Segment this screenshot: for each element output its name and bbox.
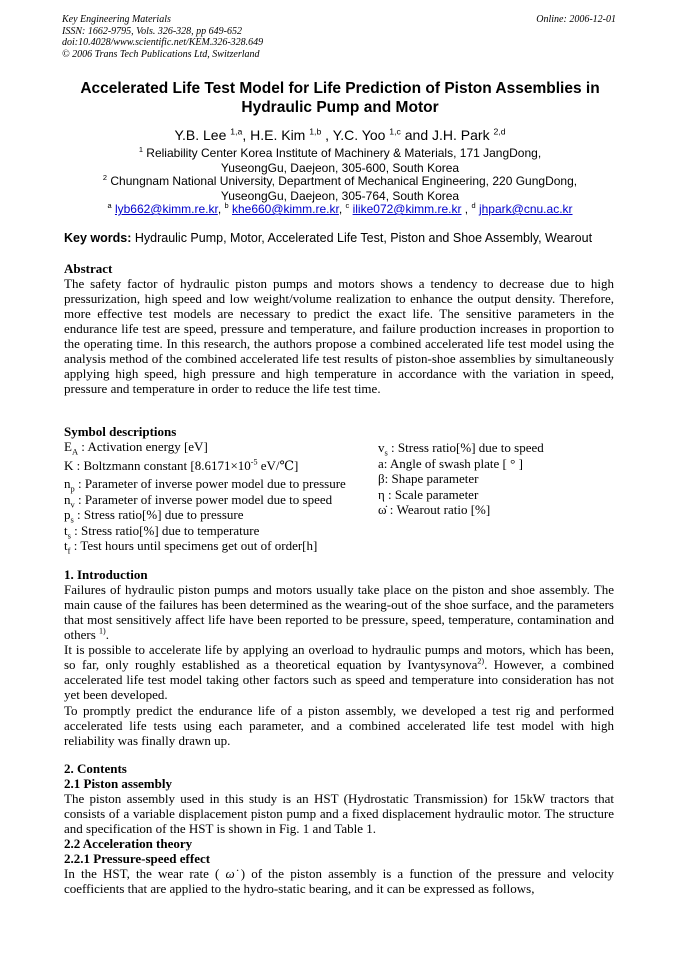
acceleration-theory-heading: 2.2 Acceleration theory [64,836,193,851]
symbol-ts: $t_s$ : Stress ratio[%] due to temperature [64,522,260,541]
symbol-eta: η : Scale parameter [378,486,479,502]
symbol-vs: $v_s$ : Stress ratio[%] due to speed [378,440,544,458]
email-c-marker: c [345,201,350,210]
online-date: Online: 2006-12-01 [536,14,616,25]
symbol-tf: $t_f$ : Test hours until specimens get out of order[h] [64,538,318,556]
author-yoo-affil: 1,c [389,126,401,137]
email-link-yoo[interactable]: ilike072@kimm.re.kr [352,202,462,216]
journal-header [62,14,618,60]
author-park: and J.H. Park [400,127,494,143]
symbol-heading: Symbol descriptions [64,424,177,439]
keywords [64,231,620,246]
introduction-heading: 1. Introduction [64,567,148,582]
author-lee-affil: 1,a [230,126,243,137]
email-link-lee[interactable]: lyb662@kimm.re.kr [114,202,218,216]
wear-rate-symbol: ω̇ [225,866,235,881]
author-lee: Y.B. Lee [174,127,231,143]
title-line-1: Accelerated Life Test Model for Life Prediction of Piston Assemblies in [80,80,600,97]
introduction-paragraph-1: Failures of hydraulic piston pumps and motors usually take place on the piston and shoe assembly. The main cause of the failures has been determined as the wearing-out of the shoe surface, and the parameters that most sensitively affect life have been reported to be pressure, speed, temperature, contamination and others $^{1)}$. [64,582,614,642]
affiliation-2-line-1: Chungnam National University, Department of Mechanical Engineering, 220 GungDong, [107,174,578,188]
email-d-marker: d [471,201,476,210]
author-kim: , H.E. Kim [242,127,310,143]
affiliation-1-marker: 1 [138,145,143,154]
symbol-ps: $p_s$ : Stress ratio[%] due to pressure [64,507,244,525]
journal-name: Key Engineering Materials [62,14,171,25]
issn-line: ISSN: 1662-9795, Vols. 326-328, pp 649-652 [62,25,242,37]
reference-2: 2) [477,656,485,666]
email-list: $^a$ lyb662@kimm.re.kr, $^b$ khe660@kimm.re.kr, $^c$ ilike072@kimm.re.kr , $^d$ jhpark@cnu.ac.kr [107,201,573,216]
pressure-speed-text: In the HST, the wear rate ( ω̇ ) of the piston assembly is a function of the pressure and velocity coefficients that are applied to the hydro-static bearing, and it can be expressed as follows, [64,866,614,896]
title-line-2: Hydraulic Pump and Motor [241,99,439,116]
affiliation-1-line-1: Reliability Center Korea Institute of Machinery & Materials, 171 JangDong, [142,146,542,160]
reference-1: 1) [99,626,106,636]
contents-heading: 2. Contents [64,761,127,776]
author-park-affil: 2,d [493,126,506,137]
keywords-text: Hydraulic Pump, Motor, Accelerated Life Test, Piston and Shoe Assembly, Wearout [131,231,593,245]
email-link-kim[interactable]: khe660@kimm.re.kr [231,202,339,216]
affiliation-2-marker: 2 [102,173,108,182]
keywords-label: Key words: [64,231,132,245]
author-list [62,127,618,144]
symbol-list-right [378,440,618,518]
pressure-speed-heading: 2.2.1 Pressure-speed effect [64,851,211,866]
symbol-nv: $n_v$ : Parameter of inverse power model due to speed [64,491,333,510]
symbol-k: K : Boltzmann constant [$8.6171\times 10^{-5}$ eV/℃] [64,457,299,473]
email-b-marker: b [224,201,229,210]
affiliation-1-line-2: YuseongGu, Daejeon, 305-600, South Korea [220,160,460,175]
email-link-park[interactable]: jhpark@cnu.ac.kr [478,202,573,216]
doi-line: doi:10.4028/www.scientific.net/KEM.326-328.649 [62,37,264,48]
symbol-list-left [64,439,384,554]
introduction-paragraph-3: To promptly predict the endurance life of a piston assembly, we developed a test rig and performed accelerated life tests using each parameter, and a combined accelerated life test model with high reliability was finally drawn up. [64,703,614,748]
symbol-np: $n_p$ : Parameter of inverse power model due to pressure [64,476,346,494]
affiliation-2 [62,174,618,203]
author-kim-affil: 1,b [309,126,322,137]
copyright-line: © 2006 Trans Tech Publications Ltd, Switzerland [62,48,260,60]
email-a-marker: a [107,201,112,210]
piston-assembly-text: The piston assembly used in this study is an HST (Hydrostatic Transmission) for 15kW tractors that consists of a variable displacement piston pump and a fixed displacement hydraulic motor. The structure and specification of the HST is shown in Fig. 1 and Table 1. [64,791,614,836]
introduction-paragraph-2: It is possible to accelerate life by applying an overload to hydraulic pumps and motors, which has been, so far, only roughly established as a theoretical equation by Ivantysynova$^{2)}$. However, a combined accelerated life test model taking other factors such as speed and temperature into consideration has not yet been developed. [64,642,614,702]
symbol-alpha: a: Angle of swash plate [ ° ] [378,455,523,471]
symbol-beta: β: Shape parameter [378,471,479,486]
paper-title [62,79,618,117]
abstract-text: The safety factor of hydraulic piston pumps and motors shows a tendency to decrease due to high pressurization, high speed and low weight/volume realization to enhance the output density. Therefore, more effective test models are necessary to predict the exact life. The sensitive parameters in the endurance life test are speed, pressure and temperature, and failure production increases in proportion to the operating time. In this research, the authors propose a combined accelerated life test model using the analysis method of the combined accelerated life test results of piston-shoe assemblies by simultaneously applying high speed, high pressure and high temperature in accordance with the variation in speed, pressure and temperature in order to reduce the life test time. [64,276,614,396]
affiliation-2-line-2: YuseongGu, Daejeon, 305-764, South Korea [220,188,460,203]
symbol-omega: ω̇ : Wearout ratio [%] [378,502,491,517]
abstract-heading: Abstract [64,261,113,276]
affiliation-1 [62,146,618,175]
symbol-ea: $E_A$ : Activation energy [eV] [64,439,208,457]
author-yoo: , Y.C. Yoo [321,127,390,143]
piston-assembly-heading: 2.1 Piston assembly [64,776,172,791]
